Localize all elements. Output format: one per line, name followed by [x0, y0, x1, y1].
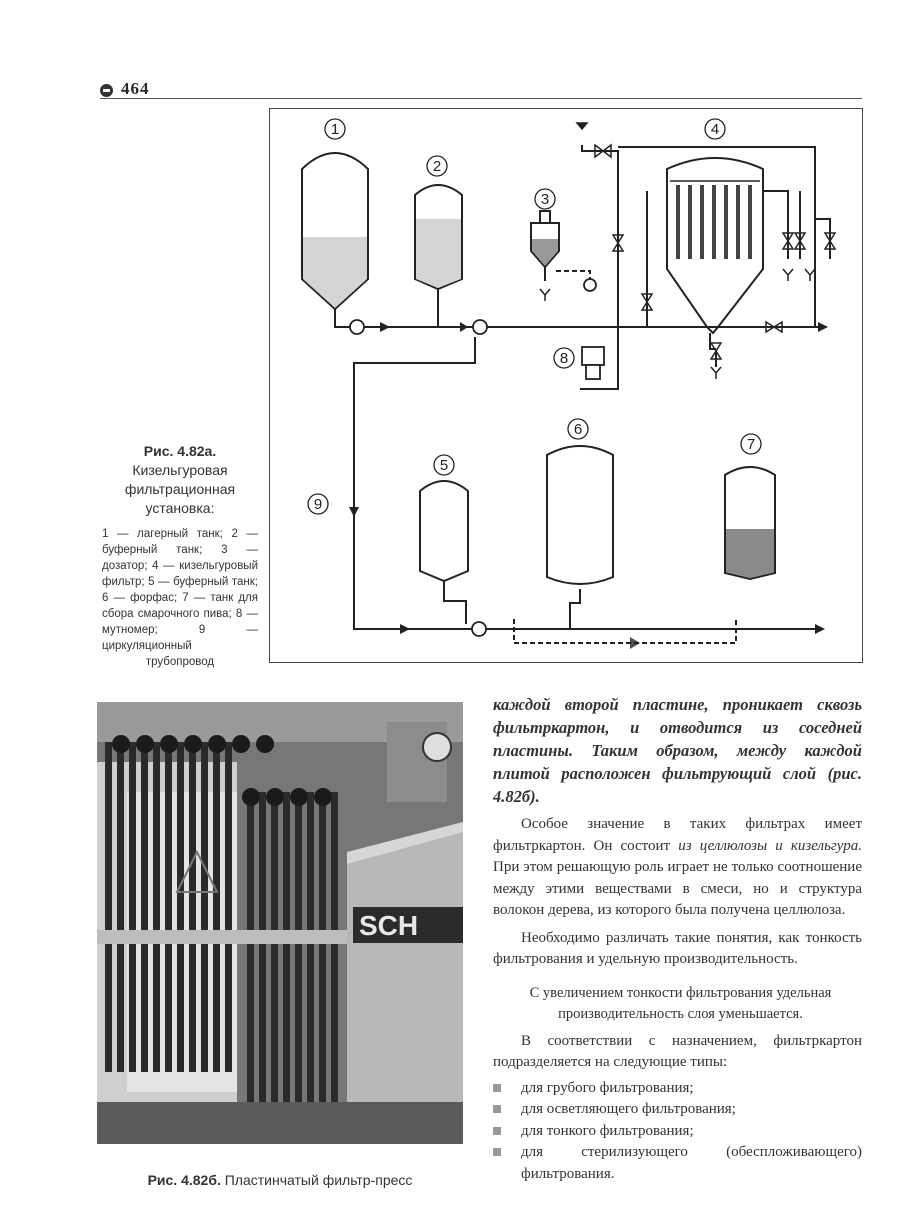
svg-text:5: 5	[439, 457, 449, 474]
body-text-column	[493, 693, 862, 1185]
paragraph-filter-cardboard	[493, 814, 862, 922]
highlight-note: С увеличением тонкости фильтрования удельная производительность слоя уменьшается.	[529, 984, 832, 1022]
bullet-square-icon	[493, 1084, 501, 1092]
paragraph-filter-cardboard-emphasis: из целлюлозы и кизельгура.	[678, 837, 862, 854]
figure-a-label: Рис. 4.82а.	[143, 443, 217, 459]
bullet-square-icon	[493, 1127, 501, 1135]
svg-text:7: 7	[746, 436, 756, 453]
paragraph-filter-cardboard-start: Особое значение в таких фильтрах имеет фильтркартон. Он состоит	[493, 816, 862, 854]
figure-a-title	[100, 442, 260, 518]
svg-text:4: 4	[710, 121, 720, 138]
callout-1	[325, 119, 345, 139]
bullet-square-icon	[493, 1105, 501, 1113]
list-item-text: для осветляющего фильтрования;	[521, 1101, 736, 1117]
bullet-square-icon	[493, 1148, 501, 1156]
callout-6	[568, 419, 588, 439]
figure-b-caption	[97, 1172, 463, 1188]
callout-8	[554, 348, 574, 368]
svg-text:1: 1	[330, 121, 340, 138]
svg-text:3: 3	[540, 191, 550, 208]
filter-press-photo	[97, 702, 463, 1144]
filtration-diagram	[269, 108, 863, 663]
doser-3	[540, 211, 550, 223]
callout-7	[741, 434, 761, 454]
cardboard-types-list	[493, 1078, 862, 1186]
paragraph-concepts: Необходимо различать такие понятия, как тонкость фильтрования и удельную производительность.	[493, 929, 862, 967]
tank-5	[420, 481, 468, 581]
paragraph-filter-cardboard-end: При этом решающую роль играет не только соотношение между этими веществами в смеси, но и структура волокон дерева, из которого была получена целлюлоза.	[493, 859, 862, 918]
header-rule	[100, 98, 862, 99]
callout-9	[308, 494, 328, 514]
lead-paragraph: каждой второй пластине, проникает сквозь фильтркартон, и отводится из соседней пластины. Таким образом, между каждой плитой расположен фильтрующий слой (рис. 4.82б).	[493, 695, 862, 806]
list-item	[493, 1121, 862, 1143]
svg-text:6: 6	[573, 421, 583, 438]
figure-a-caption	[100, 442, 260, 670]
list-item-text: для грубого фильтрования;	[521, 1079, 694, 1096]
page-number: 464	[121, 79, 150, 98]
tank-6	[547, 446, 613, 584]
figure-a-legend: 1 — лагерный танк; 2 — буферный танк; 3 — дозатор; 4 — кизельгуровый фильтр; 5 — буферный танк; 6 — форфас; 7 — танк для сбора смарочного пива; 8 — мутномер; 9 — циркуляционный трубопровод	[102, 528, 258, 668]
list-item	[493, 1078, 862, 1100]
list-item	[493, 1099, 862, 1121]
page-marker-icon	[100, 84, 113, 97]
list-item-text: для стерилизующего (обеспложивающего) фильтрования.	[521, 1144, 862, 1182]
figure-a-title-text: Кизельгуровая фильтрационная установка:	[124, 462, 236, 516]
figure-b-title: Пластинчатый фильтр-пресс	[220, 1172, 413, 1188]
turbidity-meter-8	[582, 347, 604, 365]
callout-3	[535, 189, 555, 209]
callout-4	[705, 119, 725, 139]
svg-text:2: 2	[432, 158, 442, 175]
svg-text:8: 8	[559, 350, 569, 367]
list-item	[493, 1142, 862, 1185]
photo-brand-text: SCH	[359, 910, 419, 941]
paragraph-types-intro: В соответствии с назначением, фильтркартон подразделяется на следующие типы:	[493, 1032, 862, 1070]
callout-5	[434, 455, 454, 475]
list-item-text: для тонкого фильтрования;	[521, 1122, 694, 1139]
figure-b-label: Рис. 4.82б.	[147, 1172, 221, 1188]
callout-2	[427, 156, 447, 176]
svg-text:9: 9	[313, 496, 323, 513]
